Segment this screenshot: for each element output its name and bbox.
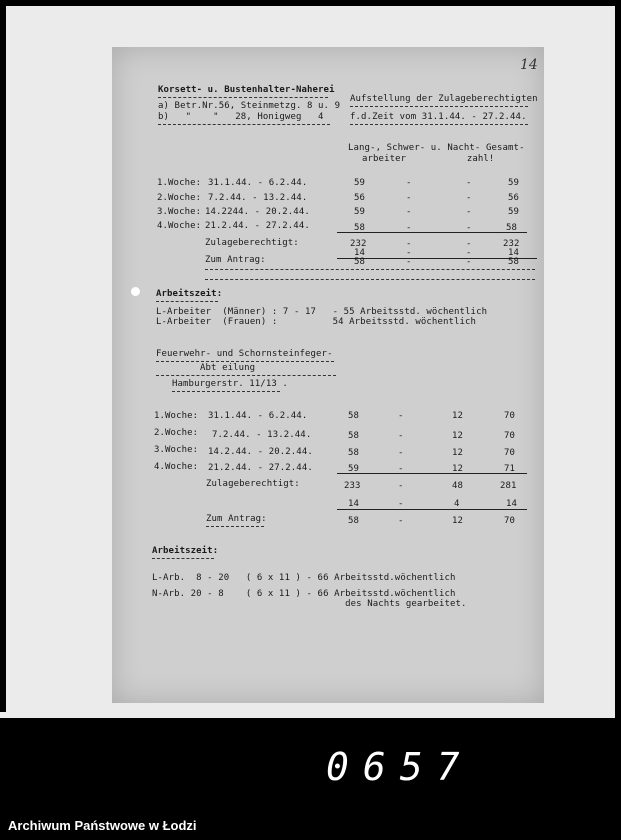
arbeitszeit-title: Arbeitszeit: [152, 546, 219, 556]
address-underline [158, 124, 330, 125]
summary-schwer: - [406, 248, 412, 258]
arbeitszeit-underline [156, 301, 218, 302]
table-row-dates: 21.2.44. - 27.2.44. [208, 463, 313, 473]
summary-label: Zum Antrag: [206, 514, 267, 524]
table-row-label: 3.Woche: [154, 445, 199, 455]
summary-total: 232 [503, 239, 520, 249]
report-title: Aufstellung der Zulageberechtigten [350, 94, 538, 104]
table-cell-lang: 58 [348, 448, 360, 458]
table-row-dates: 31.1.44. - 6.2.44. [208, 178, 308, 188]
summary-total: 58 [508, 257, 520, 267]
table-cell-lang: 58 [354, 223, 366, 233]
table-row-dates: 14.2244. - 20.2.44. [205, 207, 310, 217]
summary-label: Zum Antrag: [205, 255, 266, 265]
arbeitszeit-line: N-Arb. 20 - 8 ( 6 x 11 ) - 66 Arbeitsstd.wöchentlich [152, 589, 456, 599]
summary-schwer: - [406, 257, 412, 267]
table-cell-schwer: - [398, 448, 404, 458]
scan-frame-edge [0, 712, 270, 718]
section-end-rule [205, 279, 535, 280]
table-cell-nacht: 12 [452, 411, 464, 421]
summary-lang: 58 [354, 257, 366, 267]
arbeitszeit-title: Arbeitszeit: [156, 289, 223, 299]
summary-lang: 14 [354, 248, 366, 258]
table-cell-schwer: - [406, 193, 412, 203]
archive-name: Archiwum Państwowe w Łodzi [8, 818, 197, 833]
table-row-label: 1.Woche: [154, 411, 199, 421]
table-cell-nacht: - [466, 223, 472, 233]
table-cell-schwer: - [406, 178, 412, 188]
table-cell-lang: 56 [354, 193, 366, 203]
table-row-dates: 14.2.44. - 20.2.44. [208, 447, 313, 457]
summary-nacht: - [466, 239, 472, 249]
table-row-dates: 31.1.44. - 6.2.44. [208, 411, 308, 421]
table-cell-lang: 58 [348, 431, 360, 441]
summary-schwer: - [406, 239, 412, 249]
section2-subtitle-underline [156, 375, 336, 376]
table-cell-total: 56 [508, 193, 520, 203]
table-row-dates: 7.2.44. - 13.2.44. [212, 430, 312, 440]
table-row-dates: 21.2.44. - 27.2.44. [205, 221, 310, 231]
table-cell-schwer: - [406, 223, 412, 233]
table-row-label: 2.Woche: [157, 193, 202, 203]
company-address-a: a) Betr.Nr.56, Steinmetzg. 8 u. 9 [158, 101, 341, 111]
summary-lang: 14 [348, 499, 360, 509]
arbeitszeit-line: L-Arbeiter (Männer) : 7 - 17 - 55 Arbeitsstd. wöchentlich [156, 307, 488, 317]
summary-nacht: 4 [454, 499, 460, 509]
table-cell-lang: 59 [348, 464, 360, 474]
table-row-label: 3.Woche: [157, 207, 202, 217]
report-title-underline [350, 106, 528, 107]
summary-schwer: - [398, 481, 404, 491]
table-row-label: 1.Woche: [157, 178, 202, 188]
sum-rule [337, 473, 527, 474]
table-cell-nacht: 12 [452, 448, 464, 458]
table-cell-schwer: - [398, 431, 404, 441]
archive-footer [0, 810, 621, 840]
summary-total: 70 [504, 516, 516, 526]
report-period: f.d.Zeit vom 31.1.44. - 27.2.44. [350, 112, 527, 122]
table-cell-total: 70 [504, 431, 516, 441]
section2-address: Hamburgerstr. 11/13 . [172, 379, 288, 389]
summary-nacht: 48 [452, 481, 464, 491]
summary-total: 14 [508, 248, 520, 258]
table-cell-total: 59 [508, 178, 520, 188]
arbeitszeit-line: L-Arbeiter (Frauen) : 54 Arbeitsstd. wöchentlich [156, 317, 477, 327]
table-cell-nacht: 12 [452, 431, 464, 441]
table-cell-nacht: 12 [452, 464, 464, 474]
table-cell-total: 70 [504, 448, 516, 458]
summary-nacht: - [466, 257, 472, 267]
table-cell-nacht: - [466, 207, 472, 217]
col-header-1: Lang-, Schwer- u. Nacht- Gesamt- [348, 143, 525, 153]
col-header-2: arbeiter zahl! [362, 154, 495, 164]
section2-title: Feuerwehr- und Schornsteinfeger- [156, 349, 333, 359]
table-row-dates: 7.2.44. - 13.2.44. [208, 193, 308, 203]
frame-number: 0657 [326, 745, 474, 789]
summary-total: 14 [506, 499, 518, 509]
summary-lang: 233 [344, 481, 361, 491]
table-cell-schwer: - [398, 464, 404, 474]
section2-address-underline [172, 391, 280, 392]
summary-underline [206, 526, 264, 527]
table-cell-lang: 59 [354, 178, 366, 188]
summary-label: Zulageberechtigt: [205, 238, 299, 248]
punch-hole [131, 287, 140, 296]
section2-title-underline [156, 361, 334, 362]
sum-rule [337, 232, 527, 233]
table-cell-nacht: - [466, 178, 472, 188]
section2-subtitle: Abt eilung [200, 363, 256, 373]
table-cell-lang: 59 [354, 207, 366, 217]
table-cell-total: 71 [504, 464, 516, 474]
summary-nacht: - [466, 248, 472, 258]
summary-schwer: - [398, 499, 404, 509]
document-page [112, 47, 544, 703]
table-cell-lang: 58 [348, 411, 360, 421]
company-title: Korsett- u. Bustenhalter-Naherei [158, 85, 335, 95]
summary-lang: 58 [348, 516, 360, 526]
company-address-b: b) " " 28, Honigweg 4 [158, 112, 324, 122]
summary-label: Zulageberechtigt: [206, 479, 300, 489]
summary-nacht: 12 [452, 516, 464, 526]
arbeitszeit-line: des Nachts gearbeitet. [152, 599, 467, 609]
arbeitszeit-underline [152, 558, 214, 559]
table-cell-schwer: - [406, 207, 412, 217]
sum-rule [337, 509, 527, 510]
section-end-rule [205, 269, 535, 270]
table-cell-total: 70 [504, 411, 516, 421]
summary-total: 281 [500, 481, 517, 491]
sum-rule [337, 258, 537, 259]
table-cell-total: 59 [508, 207, 520, 217]
table-row-label: 2.Woche: [154, 428, 199, 438]
company-title-underline [158, 97, 328, 98]
summary-lang: 232 [350, 239, 367, 249]
table-cell-total: 58 [506, 223, 518, 233]
table-row-label: 4.Woche: [157, 221, 202, 231]
arbeitszeit-line: L-Arb. 8 - 20 ( 6 x 11 ) - 66 Arbeitsstd.wöchentlich [152, 573, 456, 583]
table-row-label: 4.Woche: [154, 462, 199, 472]
table-cell-schwer: - [398, 411, 404, 421]
report-period-underline [350, 124, 528, 125]
summary-schwer: - [398, 516, 404, 526]
corner-mark: 14 [520, 57, 538, 73]
table-cell-nacht: - [466, 193, 472, 203]
